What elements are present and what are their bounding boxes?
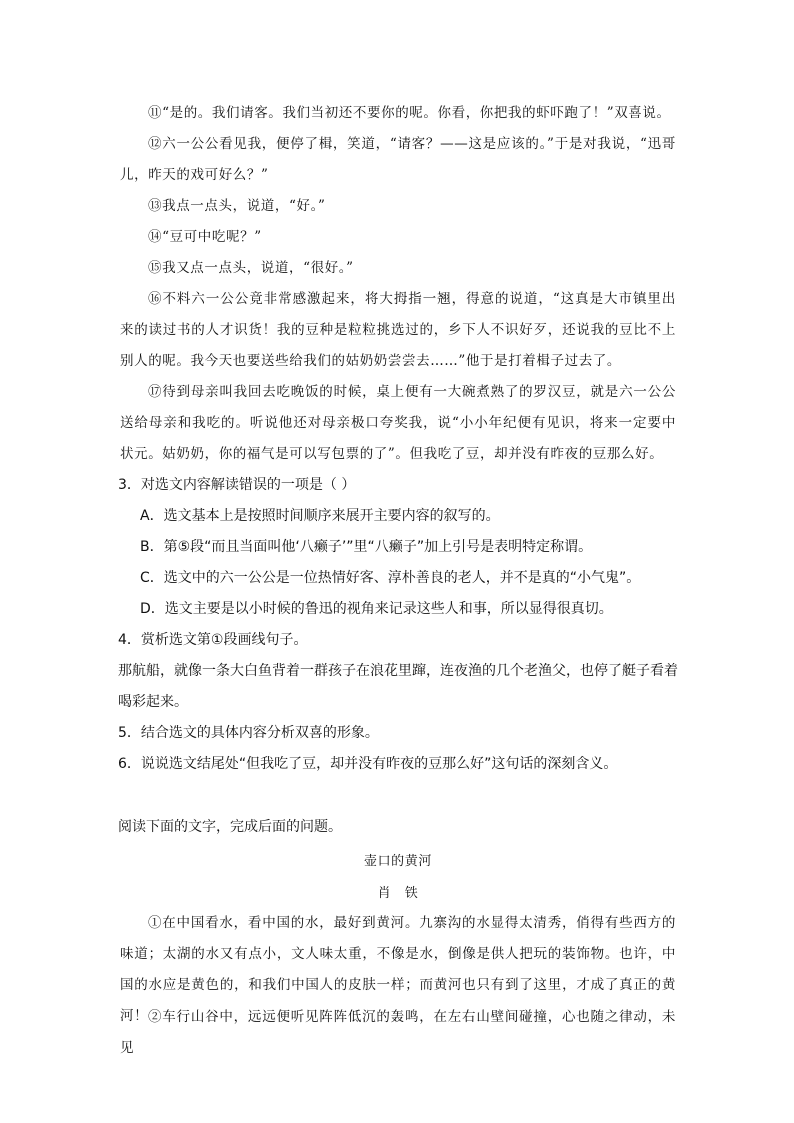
story-paragraph-15: ⑮我又点一点头，说道，“很好。” [148,260,354,276]
story-paragraph-11: ⑪“是的。我们请客。我们当初还不要你的呢。你看，你把我的虾吓跑了！”双喜说。 [148,105,671,121]
question-4: 4．赏析选文第①段画线句子。 [118,632,308,648]
question-4-quote-line-1: 那航船，就像一条大白鱼背着一群孩子在浪花里蹿，连夜渔的几个老渔父，也停了艇子看着 [118,663,678,679]
story-paragraph-13: ⑬我点一点头，说道，“好。” [148,198,326,214]
question-3: 3．对选文内容解读错误的一项是（ ） [118,477,356,493]
question-3-option-a: A．选文基本上是按照时间顺序来展开主要内容的叙写的。 [140,508,500,524]
article-paragraph-1: ①在中国看水，看中国的水，最好到黄河。九寨沟的水显得太清秀，俏得有些西方的味道；太湖的水又有点小，文人味太重，不像是水，倒像是供人把玩的装饰物。也许，中国的水应是黄色的，和我们中国人的皮肤一样；而黄河也只有到了这里，才成了真正的黄河！ [120,915,676,1024]
question-4-quote-line-2: 喝彩起来。 [118,694,188,710]
question-3-option-c: C．选文中的六一公公是一位热情好客、淳朴善良的老人，并不是真的“小气鬼”。 [140,570,641,586]
article-author: 肖 铁 [377,886,419,901]
question-3-option-b: B．第⑤段“而且当面叫他‘八癞子’”里“八癞子”加上引号是表明特定称谓。 [140,539,593,555]
story-paragraph-12: ⑫六一公公看见我，便停了楫，笑道，“请客？——这是应该的。”于是对我说，“迅哥儿，昨天的戏可好么？” [120,136,676,183]
question-6: 6．说说选文结尾处“但我吃了豆，却并没有昨夜的豆那么好”这句话的深刻含义。 [118,756,618,772]
question-5: 5．结合选文的具体内容分析双喜的形象。 [118,725,379,741]
reading-instruction: 阅读下面的文字，完成后面的问题。 [118,819,342,835]
article-paragraph-2: ②车行山谷中，远远便听见阵阵低沉的轰鸣，在左右山壁间碰撞，心也随之律动，未见 [120,1009,676,1056]
article-title: 壶口的黄河 [363,854,432,869]
story-paragraph-14: ⑭“豆可中吃呢？” [148,229,262,245]
question-3-option-d: D．选文主要是以小时候的鲁迅的视角来记录这些人和事，所以显得很真切。 [140,601,613,617]
story-paragraph-17: ⑰待到母亲叫我回去吃晚饭的时候，桌上便有一大碗煮熟了的罗汉豆，就是六一公公送给母亲和我吃的。听说他还对母亲极口夸奖我，说“小小年纪便有见识，将来一定要中状元。姑奶奶，你的福气是可以写包票的了”。但我吃了豆，却并没有昨夜的豆那么好。 [120,384,676,462]
story-paragraph-16: ⑯不料六一公公竟非常感激起来，将大拇指一翘，得意的说道，“这真是大市镇里出来的读过书的人才识货！我的豆种是粒粒挑选过的，乡下人不识好歹，还说我的豆比不上别人的呢。我今天也要送些给我们的姑奶奶尝尝去……”他于是打着楫子过去了。 [120,291,676,369]
